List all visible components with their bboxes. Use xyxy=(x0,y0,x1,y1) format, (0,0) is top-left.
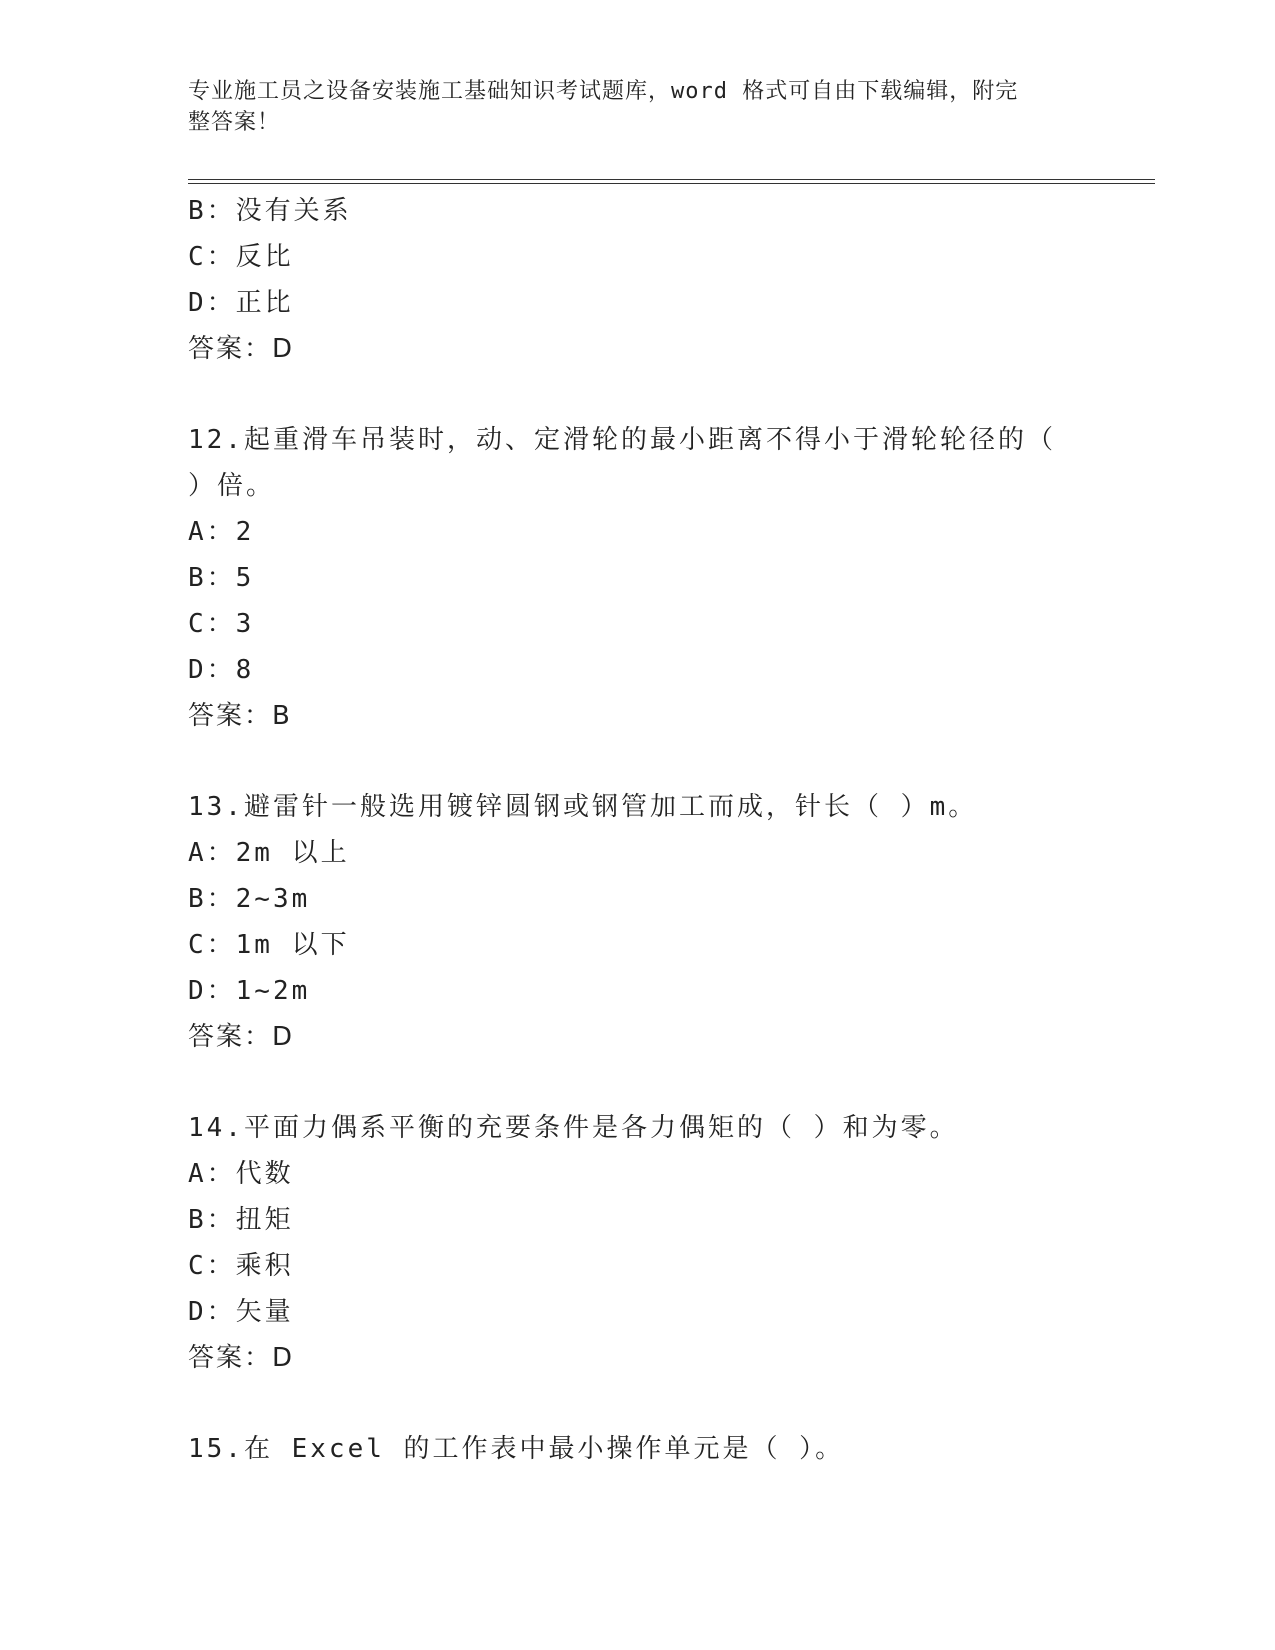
option-c: C：乘积 xyxy=(188,1251,294,1281)
option-b: B：没有关系 xyxy=(188,196,352,226)
question-stem: 15.在 Excel 的工作表中最小操作单元是（ ）。 xyxy=(188,1434,845,1464)
question-stem: 13.避雷针一般选用镀锌圆钢或钢管加工而成，针长（ ）m。 xyxy=(188,792,978,822)
header-divider-top xyxy=(188,179,1155,180)
answer-label: 答案：D xyxy=(188,1343,295,1373)
question-15 xyxy=(188,1426,1148,1472)
option-a: A：代数 xyxy=(188,1159,294,1189)
option-b: B：扭矩 xyxy=(188,1205,294,1235)
option-c: C：1m 以下 xyxy=(188,930,350,960)
question-stem: 14.平面力偶系平衡的充要条件是各力偶矩的（ ）和为零。 xyxy=(188,1113,959,1143)
option-d: D：矢量 xyxy=(188,1297,294,1327)
answer-label: 答案：D xyxy=(188,334,295,364)
question-list xyxy=(188,188,1148,1472)
option-c: C：反比 xyxy=(188,242,294,272)
answer-label: 答案：B xyxy=(188,701,292,731)
document-header xyxy=(188,76,1068,138)
question-14 xyxy=(188,1105,1148,1381)
option-d: D：1~2m xyxy=(188,976,311,1006)
question-stem-continued: ）倍。 xyxy=(188,471,276,501)
option-c: C：3 xyxy=(188,609,255,639)
question-11 xyxy=(188,188,1148,372)
question-13 xyxy=(188,784,1148,1060)
answer-label: 答案：D xyxy=(188,1022,295,1052)
question-12 xyxy=(188,417,1148,739)
option-a: A：2 xyxy=(188,517,255,547)
header-divider-bottom xyxy=(188,183,1155,184)
question-stem: 12.起重滑车吊装时，动、定滑轮的最小距离不得小于滑轮轮径的（ xyxy=(188,425,1056,455)
option-d: D：正比 xyxy=(188,288,294,318)
header-title-line-1: 专业施工员之设备安装施工基础知识考试题库，word 格式可自由下载编辑，附完 xyxy=(188,79,1019,104)
option-a: A：2m 以上 xyxy=(188,838,350,868)
option-b: B：5 xyxy=(188,563,255,593)
option-d: D：8 xyxy=(188,655,255,685)
option-b: B：2~3m xyxy=(188,884,311,914)
header-title-line-2: 整答案！ xyxy=(188,110,281,135)
